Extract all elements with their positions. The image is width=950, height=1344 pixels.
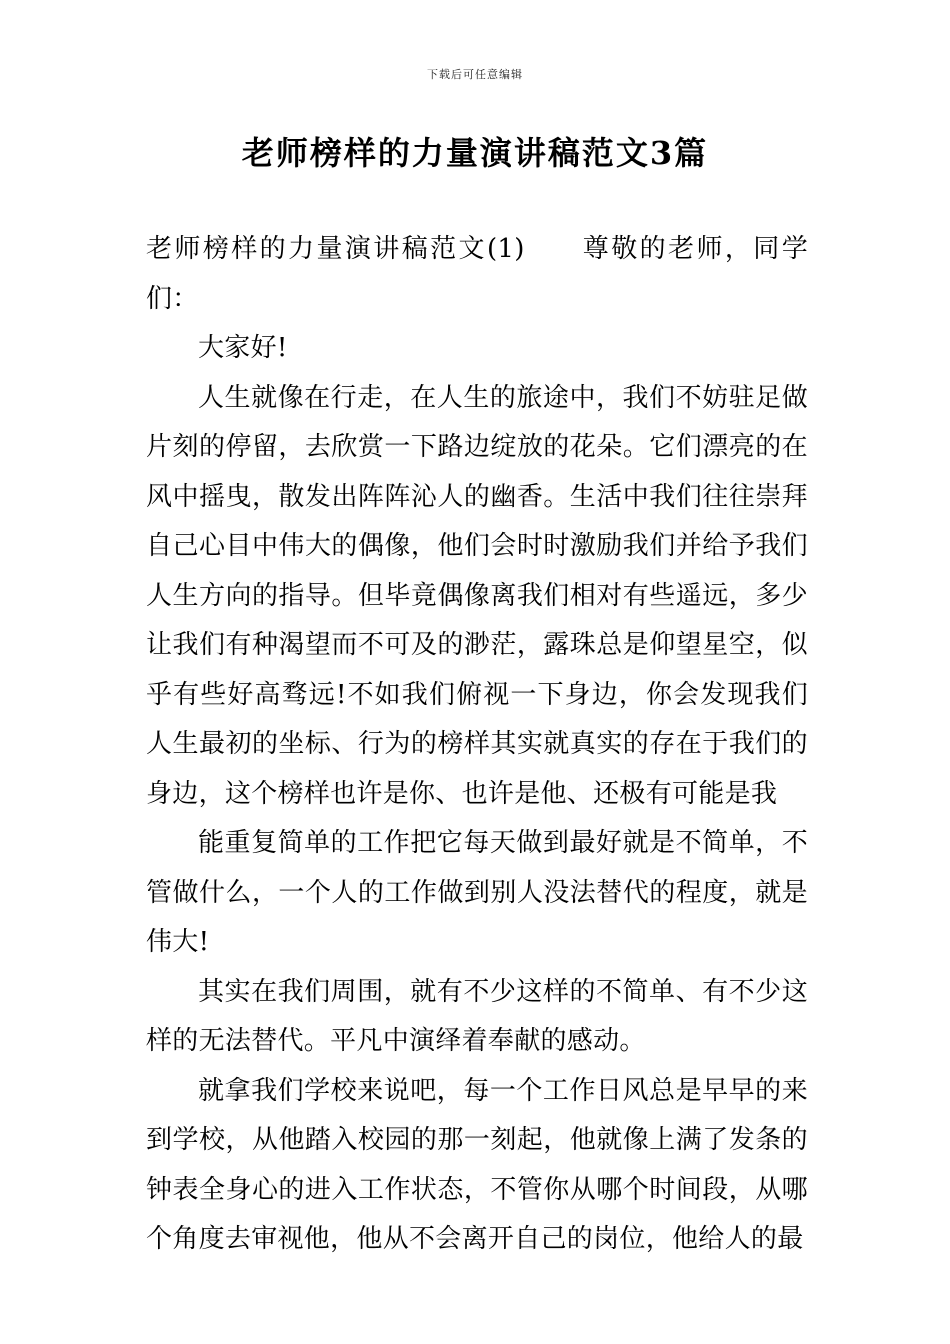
opening-line (146, 225, 808, 324)
document-body (146, 225, 808, 1265)
salutation: 尊敬的老师，同学们： (146, 234, 808, 314)
section-heading: 老师榜样的力量演讲稿范文(1) (146, 234, 525, 264)
document-title: 老师榜样的力量演讲稿范文3篇 (241, 134, 709, 172)
paragraph-life-journey: 人生就像在行走，在人生的旅途中，我们不妨驻足做片刻的停留，去欣赏一下路边绽放的花朵。它们漂亮的在风中摇曳，散发出阵阵沁人的幽香。生活中我们往往崇拜自己心目中伟大的偶像，他们会时时激励我们并给予我们人生方向的指导。但毕竟偶像离我们相对有些遥远，多少让我们有种渴望而不可及的渺茫，露珠总是仰望星空，似乎有些好高骛远!不如我们俯视一下身边，你会发现我们人生最初的坐标、行为的榜样其实就真实的存在于我们的身边，这个榜样也许是你、也许是他、还极有可能是我 (146, 382, 808, 809)
header-note: 下载后可任意编辑 (427, 68, 523, 81)
paragraph-greeting: 大家好! (198, 333, 288, 363)
paragraph-simple-work: 能重复简单的工作把它每天做到最好就是不简单，不管做什么，一个人的工作做到别人没法替代的程度，就是伟大! (146, 828, 808, 957)
paragraph-around-us: 其实在我们周围，就有不少这样的不简单、有不少这样的无法替代。平凡中演绎着奉献的感动。 (146, 976, 808, 1056)
paragraph-our-school: 就拿我们学校来说吧，每一个工作日风总是早早的来到学校，从他踏入校园的那一刻起，他就像上满了发条的钟表全身心的进入工作状态，不管你从哪个时间段，从哪个角度去审视他，他从不会离开自己的岗位，他给人的最 (146, 1075, 808, 1254)
